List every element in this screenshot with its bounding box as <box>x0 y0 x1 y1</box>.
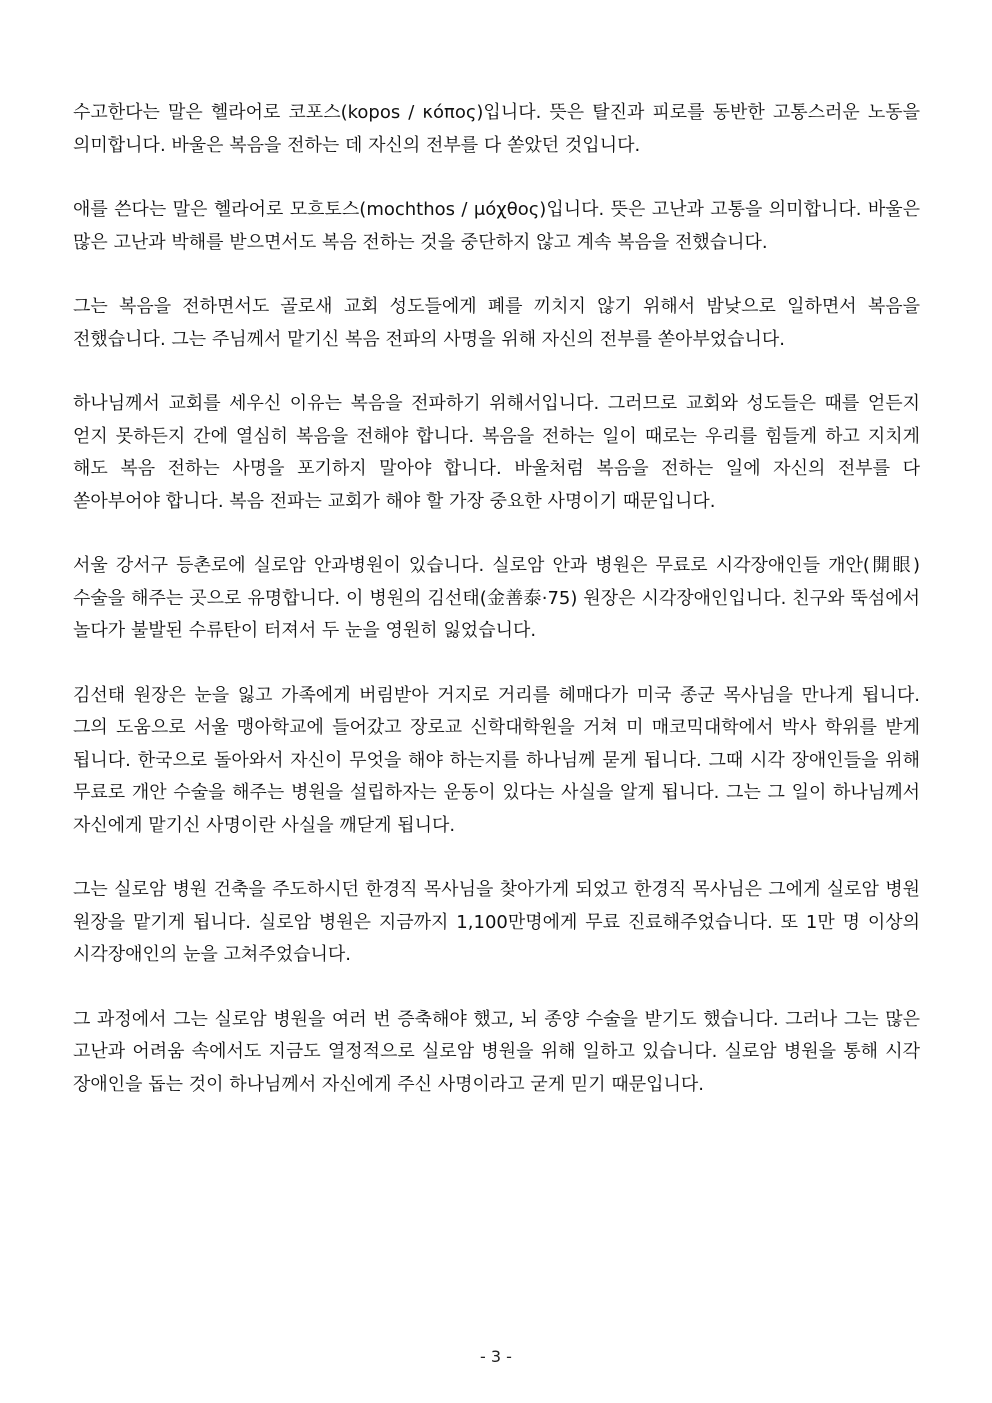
body-text <box>73 97 920 1133</box>
paragraph: 그 과정에서 그는 실로암 병원을 여러 번 증축해야 했고, 뇌 종양 수술을 받기도 했습니다. 그러나 그는 많은 고난과 어려움 속에서도 지금도 열정적으로 실로암 병원을 위해 일하고 있습니다. 실로암 병원을 통해 시각 장애인을 돕는 것이 하나님께서 자신에게 주신 사명이라고 굳게 믿기 때문입니다. <box>73 1008 920 1095</box>
page-number: - 3 - <box>480 1347 512 1366</box>
paragraph: 김선태 원장은 눈을 잃고 가족에게 버림받아 거지로 거리를 헤매다가 미국 종군 목사님을 만나게 됩니다. 그의 도움으로 서울 맹아학교에 들어갔고 장로교 신학대학원을 거쳐 미 매코믹대학에서 박사 학위를 받게 됩니다. 한국으로 돌아와서 자신이 무엇을 해야 하는지를 하나님께 묻게 됩니다. 그때 시각 장애인들을 위해 무료로 개안 수술을 해주는 병원을 설립하자는 운동이 있다는 사실을 알게 됩니다. 그는 그 일이 하나님께서 자신에게 맡기신 사명이란 사실을 깨닫게 됩니다. <box>73 684 920 836</box>
paragraph: 서울 강서구 등촌로에 실로암 안과병원이 있습니다. 실로암 안과 병원은 무료로 시각장애인들 개안(開眼) 수술을 해주는 곳으로 유명합니다. 이 병원의 김선태(金善泰·75) 원장은 시각장애인입니다. 친구와 뚝섬에서 놀다가 불발된 수류탄이 터져서 두 눈을 영원히 잃었습니다. <box>73 555 920 641</box>
paragraph: 그는 복음을 전하면서도 골로새 교회 성도들에게 폐를 끼치지 않기 위해서 밤낮으로 일하면서 복음을 전했습니다. 그는 주님께서 맡기신 복음 전파의 사명을 위해 자신의 전부를 쏟아부었습니다. <box>73 296 920 350</box>
paragraph: 수고한다는 말은 헬라어로 코포스(kopos / κόπος)입니다. 뜻은 탈진과 피로를 동반한 고통스러운 노동을 의미합니다. 바울은 복음을 전하는 데 자신의 전부를 다 쏟았던 것입니다. <box>73 102 920 156</box>
paragraph: 애를 쓴다는 말은 헬라어로 모흐토스(mochthos / μόχθος)입니다. 뜻은 고난과 고통을 의미합니다. 바울은 많은 고난과 박해를 받으면서도 복음 전하는 것을 중단하지 않고 계속 복음을 전했습니다. <box>73 199 920 253</box>
paragraph: 그는 실로암 병원 건축을 주도하시던 한경직 목사님을 찾아가게 되었고 한경직 목사님은 그에게 실로암 병원 원장을 맡기게 됩니다. 실로암 병원은 지금까지 1,100만명에게 무료 진료해주었습니다. 또 1만 명 이상의 시각장애인의 눈을 고쳐주었습니다. <box>73 879 920 965</box>
paragraph: 하나님께서 교회를 세우신 이유는 복음을 전파하기 위해서입니다. 그러므로 교회와 성도들은 때를 얻든지 얻지 못하든지 간에 열심히 복음을 전해야 합니다. 복음을 전하는 일이 때로는 우리를 힘들게 하고 지치게 해도 복음 전하는 사명을 포기하지 말아야 합니다. 바울처럼 복음을 전하는 일에 자신의 전부를 다 쏟아부어야 합니다. 복음 전파는 교회가 해야 할 가장 중요한 사명이기 때문입니다. <box>73 393 920 512</box>
